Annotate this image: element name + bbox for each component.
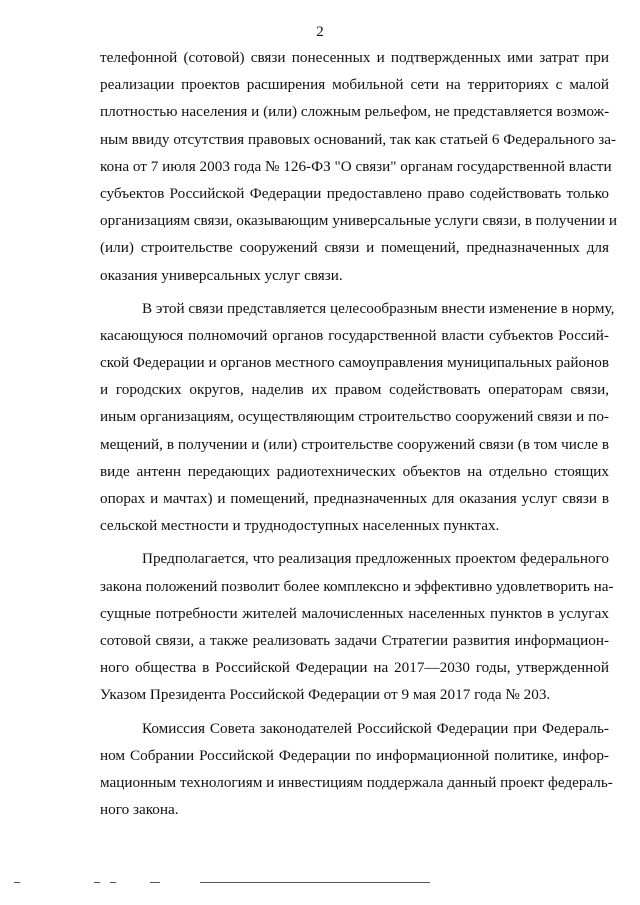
document-body: [100, 44, 618, 829]
page-number: 2: [316, 24, 324, 40]
text-line: плотностью населения и (или) сложным рельефом, не представляется возмож-: [100, 103, 610, 121]
scan-mark: [200, 882, 430, 883]
text-line: В этой связи представляется целесообразным внести изменение в норму,: [142, 299, 615, 317]
paragraph: [100, 295, 615, 540]
text-line: реализации проектов расширения мобильной сети на территориях с малой: [100, 76, 609, 94]
paragraph: [100, 715, 613, 824]
text-line: опорах и мачтах) и помещений, предназначенных для оказания услуг связи в: [100, 490, 609, 507]
paragraph: [100, 44, 618, 289]
text-line: Предполагается, что реализация предложенных проектом федерального: [142, 550, 609, 568]
text-line: сотовой связи, а также реализовать задачи Стратегии развития информацион-: [100, 631, 609, 649]
text-line: ным ввиду отсутствия правовых оснований, так как статьей 6 Федерального за-: [100, 130, 617, 148]
text-line: мационным технологиям и инвестициям поддержала данный проект федераль-: [100, 773, 613, 791]
text-line: организациям связи, оказывающим универсальные услуги связи, в получении и: [100, 212, 618, 230]
text-line: телефонной (сотовой) связи понесенных и подтвержденных ими затрат при: [100, 49, 609, 66]
text-line: иным организациям, осуществляющим строительство сооружений связи и по-: [100, 408, 609, 426]
text-line: (или) строительстве сооружений связи и помещений, предназначенных для: [100, 239, 609, 257]
text-line: ской Федерации и органов местного самоуправления муниципальных районов: [100, 354, 609, 372]
scan-mark: [150, 882, 160, 883]
text-line: касающуюся полномочий органов государственной власти субъектов Россий-: [100, 326, 609, 344]
text-line: закона положений позволит более комплексно и эффективно удовлетворить на-: [100, 577, 614, 595]
text-line: сущные потребности жителей малочисленных населенных пунктов в услугах: [100, 604, 609, 622]
text-line: субъектов Российской Федерации предоставлено право содействовать только: [100, 184, 609, 202]
text-line: ного общества в Российской Федерации на 2017—2030 годы, утвержденной: [100, 659, 609, 677]
text-line: сельской местности и труднодоступных населенных пунктах.: [100, 517, 500, 535]
scan-mark: [110, 882, 116, 883]
text-line: и городских округов, наделив их правом содействовать операторам связи,: [100, 381, 609, 399]
scan-edge-marks: [0, 882, 640, 892]
paragraph: [100, 545, 614, 708]
text-line: Комиссия Совета законодателей Российской Федерации при Федераль-: [142, 719, 609, 737]
text-line: мещений, в получении и (или) строительстве сооружений связи (в том числе в: [100, 435, 609, 453]
scan-mark: [14, 882, 20, 883]
text-line: кона от 7 июля 2003 года № 126-ФЗ "О связи" органам государственной власти: [100, 157, 612, 175]
text-line: ном Собрании Российской Федерации по информационной политике, инфор-: [100, 746, 609, 764]
text-line: ного закона.: [100, 801, 179, 819]
scan-mark: [94, 882, 100, 883]
text-line: оказания универсальных услуг связи.: [100, 266, 343, 284]
text-line: виде антенн передающих радиотехнических объектов на отдельно стоящих: [100, 462, 609, 480]
text-line: Указом Президента Российской Федерации от 9 мая 2017 года № 203.: [100, 686, 551, 704]
